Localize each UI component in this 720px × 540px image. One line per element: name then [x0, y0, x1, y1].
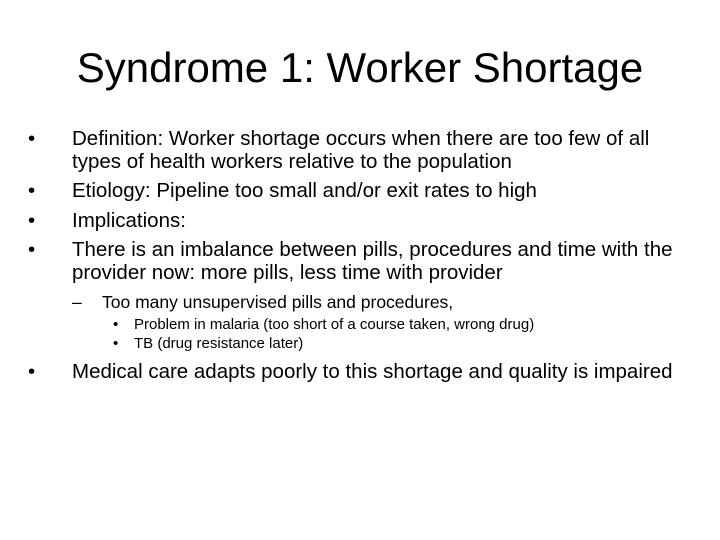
bullet-icon: • — [113, 316, 119, 333]
bullet-icon: • — [28, 238, 36, 261]
bullet-text: Medical care adapts poorly to this shortage and quality is impaired — [72, 360, 673, 383]
bullet-medical-care — [28, 361, 698, 384]
slide-title: Syndrome 1: Worker Shortage — [76, 44, 644, 91]
bullet-text: Implications: — [72, 208, 186, 232]
bullet-icon: • — [28, 127, 36, 150]
sub-sub-bullet-text: TB (drug resistance later) — [134, 335, 304, 352]
sub-bullet-unsupervised — [28, 292, 698, 312]
bullet-definition — [28, 128, 698, 173]
bullet-icon: • — [28, 208, 36, 232]
bullet-imbalance — [28, 239, 698, 284]
dash-icon: – — [72, 292, 82, 312]
sub-sub-bullet-tb — [28, 334, 698, 353]
bullet-text: Definition: Worker shortage occurs when there are too few of all types of health workers relative to the population — [72, 127, 650, 173]
bullet-icon: • — [113, 335, 119, 352]
bullet-text: There is an imbalance between pills, procedures and time with the provider now: more pills, less time with provider — [72, 238, 673, 284]
bullet-icon: • — [28, 179, 36, 202]
bullet-list — [28, 128, 698, 384]
bullet-icon: • — [28, 360, 36, 383]
sub-bullet-text: Too many unsupervised pills and procedures, — [102, 292, 454, 312]
bullet-text: Etiology: Pipeline too small and/or exit rates to high — [72, 179, 537, 202]
bullet-etiology — [28, 180, 698, 203]
bullet-implications — [28, 210, 698, 233]
sub-sub-bullet-text: Problem in malaria (too short of a course taken, wrong drug) — [134, 316, 535, 333]
sub-sub-bullet-malaria — [28, 315, 698, 334]
